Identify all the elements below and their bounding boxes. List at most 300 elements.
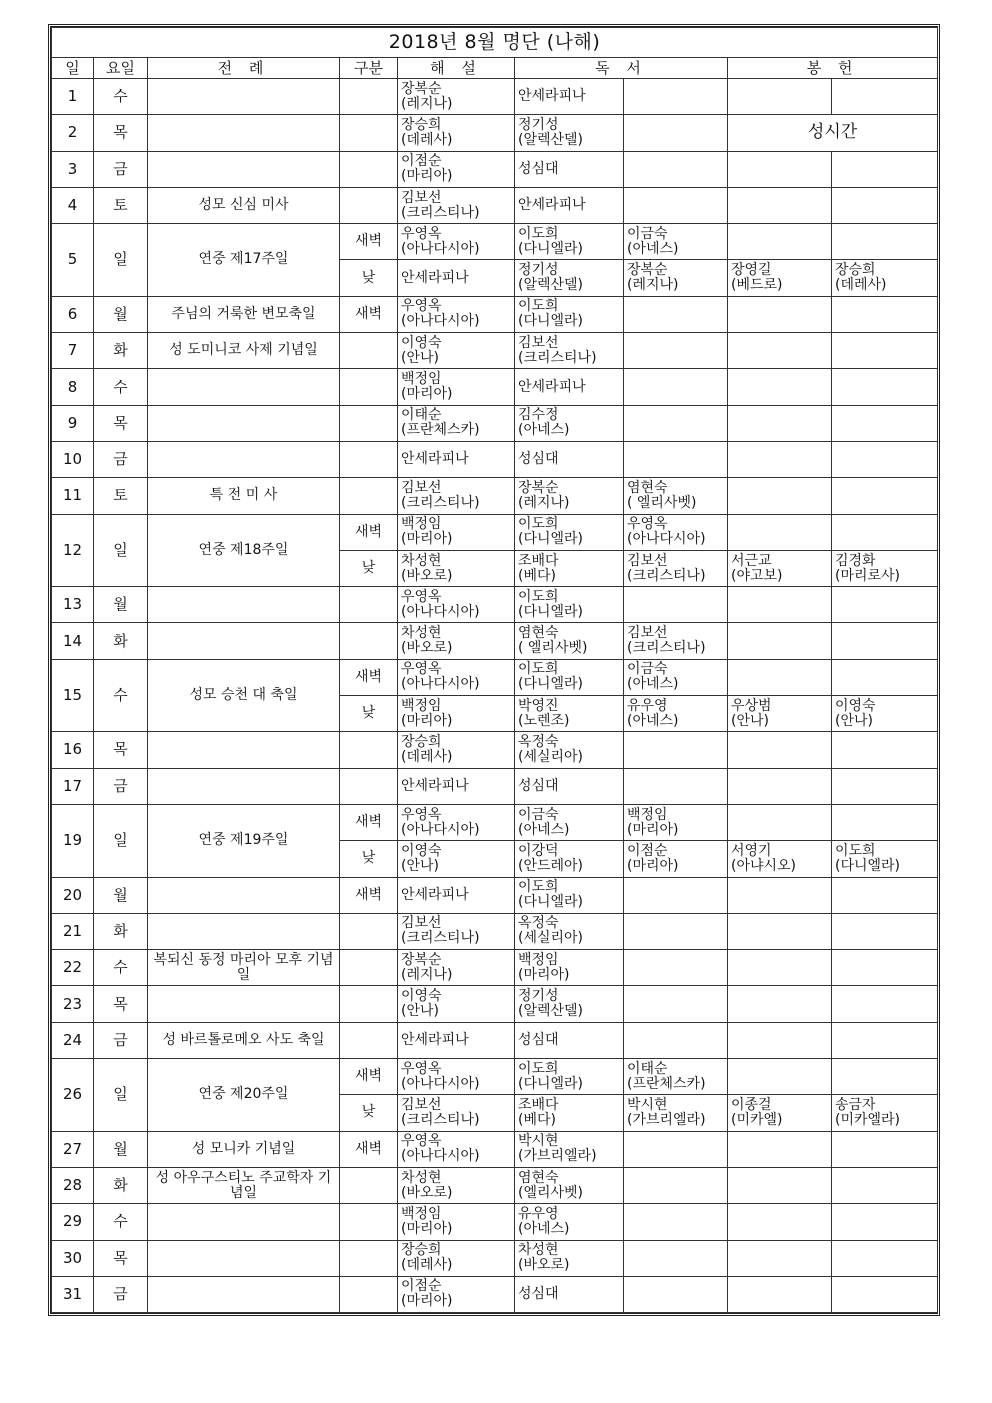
table-row [52,732,938,768]
commentary-cell [398,79,515,115]
day-cell: 13 [52,587,94,623]
person-name: 정기성 [518,262,559,279]
division-cell: 새벽 [340,659,398,695]
commentary-cell [398,1095,515,1131]
offering-cell [832,732,938,768]
reading-cell [624,550,728,586]
reading-cell [515,1131,624,1167]
person-name: 유우영 [627,697,668,714]
offering-cell [728,1167,832,1203]
division-cell [340,151,398,187]
commentary-cell [398,1059,515,1095]
header-offering: 봉 헌 [728,58,938,79]
person-name: 장복순 [401,80,442,97]
reading-cell [624,841,728,877]
weekday-cell: 수 [94,659,148,732]
table-row [52,441,938,477]
offering-cell [832,623,938,659]
reading-cell [515,1059,624,1095]
offering-cell [728,441,832,477]
offering-cell [832,260,938,296]
day-cell: 19 [52,804,94,877]
commentary-cell [398,478,515,514]
weekday-cell: 수 [94,950,148,986]
table-row [52,478,938,514]
reading-cell [515,405,624,441]
day-cell: 22 [52,950,94,986]
header-division: 구분 [340,58,398,79]
weekday-cell: 목 [94,986,148,1022]
day-cell: 29 [52,1204,94,1240]
offering-cell [832,913,938,949]
person-name: 이종걸 [731,1096,772,1113]
reading-cell [624,986,728,1022]
offering-cell [728,986,832,1022]
offering-cell [728,405,832,441]
commentary-cell [398,696,515,732]
weekday-cell: 토 [94,187,148,223]
reading-cell [624,260,728,296]
offering-cell [728,1131,832,1167]
day-cell: 20 [52,877,94,913]
day-cell: 7 [52,333,94,369]
reading-cell [515,260,624,296]
person-name: 백정임 [401,697,442,714]
person-name: 우영옥 [627,516,668,533]
baptismal-name: (아네스) [518,1220,570,1237]
offering-cell [832,950,938,986]
reading-cell [515,115,624,151]
person-name: 장복순 [518,479,559,496]
day-cell: 21 [52,913,94,949]
person-name: 김보선 [401,915,442,932]
reading-cell [515,841,624,877]
baptismal-name: (다니엘라) [518,313,584,330]
person-name: 이금숙 [518,806,559,823]
division-cell [340,1204,398,1240]
celebration-cell [148,587,340,623]
person-name: 이강덕 [518,842,559,859]
baptismal-name: (마리아) [401,712,453,729]
weekday-cell: 일 [94,224,148,297]
weekday-cell: 금 [94,1276,148,1312]
baptismal-name: (아나다시아) [627,531,706,548]
reading-cell [624,478,728,514]
division-cell: 낮 [340,841,398,877]
commentary-cell [398,1276,515,1312]
reading-cell [515,478,624,514]
reading-cell [624,369,728,405]
reading-cell [515,441,624,477]
reading-cell [515,587,624,623]
baptismal-name: (레지나) [627,277,679,294]
person-name: 이도희 [518,879,559,896]
baptismal-name: (레지나) [401,95,453,112]
person-name: 장복순 [401,951,442,968]
day-cell: 2 [52,115,94,151]
celebration-cell [148,768,340,804]
baptismal-name: ( 엘리사벳) [627,494,697,511]
person-name: 백정임 [401,371,442,388]
reading-cell [624,405,728,441]
baptismal-name: (다니엘라) [518,894,584,911]
reading-cell [515,224,624,260]
baptismal-name: (데레사) [835,277,887,294]
celebration-cell: 성모 신심 미사 [148,187,340,223]
reading-cell [515,369,624,405]
weekday-cell: 월 [94,877,148,913]
division-cell: 새벽 [340,514,398,550]
day-cell: 16 [52,732,94,768]
person-name: 조배다 [518,552,559,569]
person-name: 김수정 [518,407,559,424]
baptismal-name: (마리아) [401,1293,453,1310]
weekday-cell: 월 [94,296,148,332]
day-cell: 12 [52,514,94,587]
baptismal-name: (크리스티나) [627,640,706,657]
baptismal-name: (알렉산델) [518,1003,584,1020]
reading-cell [515,950,624,986]
offering-cell [832,1059,938,1095]
division-cell [340,732,398,768]
weekday-cell: 금 [94,1022,148,1058]
reading-cell [624,659,728,695]
baptismal-name: (크리스티나) [401,204,480,221]
baptismal-name: (베다) [518,1111,556,1128]
table-row [52,1204,938,1240]
person-name: 이영숙 [401,842,442,859]
celebration-cell: 성 아우구스티노 주교학자 기념일 [148,1167,340,1203]
note-cell: 성시간 [728,115,938,151]
weekday-cell: 일 [94,1059,148,1132]
reading-cell [624,877,728,913]
weekday-cell: 월 [94,1131,148,1167]
person-name: 이태순 [627,1060,668,1077]
baptismal-name: (아나다시아) [401,240,480,257]
offering-cell [728,950,832,986]
reading-cell [515,1095,624,1131]
celebration-cell [148,1204,340,1240]
weekday-cell: 금 [94,441,148,477]
person-name: 서영기 [731,842,772,859]
celebration-cell: 복되신 동정 마리아 모후 기념일 [148,950,340,986]
person-name: 차성현 [401,1169,442,1186]
baptismal-name: (데레사) [401,1257,453,1274]
division-cell [340,1276,398,1312]
reading-cell [515,187,624,223]
person-name: 이점순 [401,153,442,170]
baptismal-name: (크리스티나) [518,349,597,366]
day-cell: 26 [52,1059,94,1132]
offering-cell [832,1131,938,1167]
person-name: 우영옥 [401,225,442,242]
baptismal-name: (미카엘) [731,1111,783,1128]
person-name: 박시현 [518,1133,559,1150]
reading-cell [624,224,728,260]
commentary-cell [398,986,515,1022]
reading-cell [624,587,728,623]
commentary-cell [398,623,515,659]
table-row [52,369,938,405]
division-cell [340,333,398,369]
person-name: 이금숙 [627,661,668,678]
baptismal-name: (마리아) [401,386,453,403]
person-name: 안세라피나 [518,378,586,395]
reading-cell [515,986,624,1022]
offering-cell [832,478,938,514]
offering-cell [832,986,938,1022]
offering-cell [832,151,938,187]
baptismal-name: (아나다시아) [401,821,480,838]
commentary-cell [398,441,515,477]
baptismal-name: (엘리사벳) [518,1184,584,1201]
person-name: 백정임 [401,1205,442,1222]
commentary-cell [398,260,515,296]
table-row [52,804,938,840]
header-weekday: 요일 [94,58,148,79]
baptismal-name: (베다) [518,567,556,584]
reading-cell [624,79,728,115]
offering-cell [728,1276,832,1312]
division-cell [340,187,398,223]
baptismal-name: (데레사) [401,131,453,148]
person-name: 장승희 [401,1242,442,1259]
day-cell: 28 [52,1167,94,1203]
celebration-cell [148,623,340,659]
baptismal-name: (다니엘라) [518,240,584,257]
commentary-cell [398,913,515,949]
division-cell: 새벽 [340,296,398,332]
reading-cell [624,1204,728,1240]
offering-cell [728,1095,832,1131]
weekday-cell: 수 [94,79,148,115]
offering-cell [832,1204,938,1240]
commentary-cell [398,550,515,586]
celebration-cell: 성모 승천 대 축일 [148,659,340,732]
offering-cell [728,369,832,405]
reading-cell [624,514,728,550]
offering-cell [728,696,832,732]
person-name: 김보선 [627,552,668,569]
reading-cell [624,187,728,223]
weekday-cell: 금 [94,768,148,804]
header-commentary: 해 설 [398,58,515,79]
offering-cell [728,151,832,187]
weekday-cell: 수 [94,369,148,405]
person-name: 백정임 [627,806,668,823]
weekday-cell: 화 [94,913,148,949]
division-cell [340,441,398,477]
day-cell: 4 [52,187,94,223]
baptismal-name: (마리아) [627,821,679,838]
offering-cell [728,804,832,840]
celebration-cell [148,115,340,151]
baptismal-name: (안나) [401,1003,439,1020]
baptismal-name: (아나다시아) [401,676,480,693]
division-cell: 새벽 [340,877,398,913]
table-row [52,1240,938,1276]
weekday-cell: 수 [94,1204,148,1240]
commentary-cell [398,224,515,260]
person-name: 이금숙 [627,225,668,242]
day-cell: 3 [52,151,94,187]
reading-cell [624,1276,728,1312]
reading-cell [515,696,624,732]
person-name: 성심대 [518,777,559,794]
reading-cell [515,296,624,332]
person-name: 안세라피나 [518,88,586,105]
table-row [52,115,938,151]
celebration-cell: 연중 제18주일 [148,514,340,587]
commentary-cell [398,296,515,332]
baptismal-name: (가브리엘라) [518,1148,597,1165]
offering-cell [832,841,938,877]
reading-cell [515,514,624,550]
reading-cell [624,115,728,151]
division-cell: 낮 [340,696,398,732]
commentary-cell [398,732,515,768]
offering-cell [728,514,832,550]
reading-cell [624,1240,728,1276]
person-name: 장복순 [627,262,668,279]
reading-cell [624,151,728,187]
baptismal-name: (미카엘라) [835,1111,901,1128]
baptismal-name: (마리아) [518,966,570,983]
day-cell: 17 [52,768,94,804]
reading-cell [624,333,728,369]
reading-cell [515,550,624,586]
baptismal-name: (크리스티나) [627,567,706,584]
baptismal-name: (크리스티나) [401,930,480,947]
offering-cell [728,587,832,623]
baptismal-name: (안나) [835,712,873,729]
person-name: 염현숙 [518,1169,559,1186]
person-name: 성심대 [518,160,559,177]
reading-cell [624,441,728,477]
person-name: 염현숙 [518,625,559,642]
offering-cell [728,187,832,223]
baptismal-name: (아나다시아) [401,1075,480,1092]
person-name: 이도희 [518,516,559,533]
celebration-cell: 성 바르톨로메오 사도 축일 [148,1022,340,1058]
celebration-cell [148,913,340,949]
table-row [52,514,938,550]
offering-cell [832,1095,938,1131]
table-row [52,1167,938,1203]
person-name: 서근교 [731,552,772,569]
commentary-cell [398,1131,515,1167]
offering-cell [832,333,938,369]
baptismal-name: (안나) [731,712,769,729]
division-cell [340,587,398,623]
celebration-cell [148,79,340,115]
baptismal-name: ( 엘리사벳) [518,640,588,657]
person-name: 우영옥 [401,298,442,315]
offering-cell [832,587,938,623]
baptismal-name: (다니엘라) [518,603,584,620]
reading-cell [515,877,624,913]
baptismal-name: (마리아) [401,168,453,185]
weekday-cell: 금 [94,151,148,187]
offering-cell [728,260,832,296]
table-row [52,151,938,187]
baptismal-name: (아나다시아) [401,1148,480,1165]
person-name: 이영숙 [401,988,442,1005]
baptismal-name: (아네스) [627,712,679,729]
celebration-cell [148,1276,340,1312]
offering-cell [728,841,832,877]
table-row [52,1276,938,1312]
baptismal-name: (바오로) [518,1257,570,1274]
offering-cell [832,1022,938,1058]
baptismal-name: (데레사) [401,748,453,765]
baptismal-name: (마리아) [401,1220,453,1237]
reading-cell [624,1131,728,1167]
person-name: 차성현 [401,552,442,569]
offering-cell [832,1240,938,1276]
reading-cell [515,1204,624,1240]
weekday-cell: 화 [94,1167,148,1203]
reading-cell [624,696,728,732]
offering-cell [728,550,832,586]
person-name: 정기성 [518,116,559,133]
commentary-cell [398,1240,515,1276]
day-cell: 14 [52,623,94,659]
reading-cell [515,913,624,949]
table-row [52,79,938,115]
celebration-cell [148,732,340,768]
baptismal-name: (아네스) [518,821,570,838]
table-row [52,224,938,260]
table-row [52,659,938,695]
person-name: 장영길 [731,262,772,279]
weekday-cell: 목 [94,732,148,768]
division-cell [340,405,398,441]
celebration-cell: 연중 제17주일 [148,224,340,297]
day-cell: 27 [52,1131,94,1167]
table-row [52,877,938,913]
commentary-cell [398,369,515,405]
table-row [52,333,938,369]
celebration-cell [148,369,340,405]
commentary-cell [398,151,515,187]
reading-cell [515,1240,624,1276]
commentary-cell [398,587,515,623]
person-name: 이영숙 [835,697,876,714]
table-row [52,405,938,441]
baptismal-name: (가브리엘라) [627,1111,706,1128]
division-cell: 새벽 [340,1059,398,1095]
division-cell [340,1022,398,1058]
celebration-cell [148,1240,340,1276]
table-row [52,1059,938,1095]
weekday-cell: 목 [94,405,148,441]
offering-cell [832,1276,938,1312]
weekday-cell: 화 [94,333,148,369]
baptismal-name: (마리아) [627,857,679,874]
division-cell: 새벽 [340,224,398,260]
division-cell: 새벽 [340,1131,398,1167]
reading-cell [515,768,624,804]
table-row [52,623,938,659]
commentary-cell [398,115,515,151]
baptismal-name: (아냐시오) [731,857,797,874]
header-reading: 독 서 [515,58,728,79]
offering-cell [832,659,938,695]
reading-cell [515,804,624,840]
person-name: 김보선 [518,334,559,351]
commentary-cell [398,333,515,369]
